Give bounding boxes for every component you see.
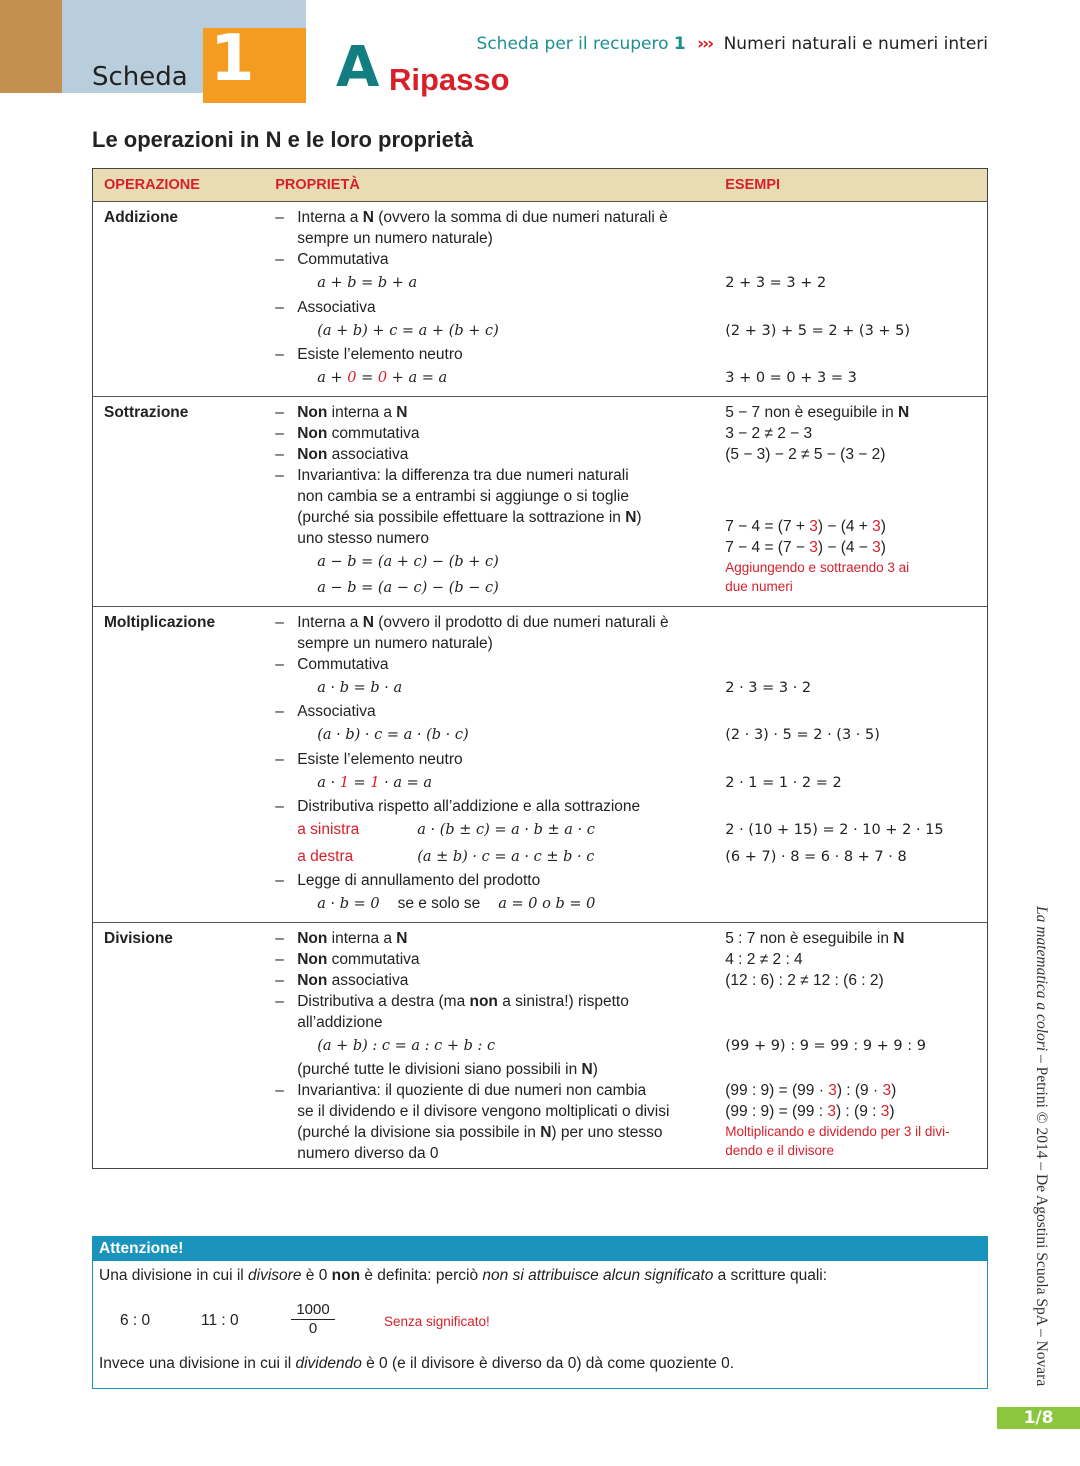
attention-text-1: Una divisione in cui il divisore è 0 non è definita: perciò non si attribuisce alcun significato a scritture quali: (99, 1267, 828, 1284)
properties-cell: – Non interna a N – Non commutativa – Non associativa – Invariantiva: la differenza tra due numeri naturali non cambia se a entrambi si aggiunge o si toglie (purché sia possibile effettuare la sottrazione in N) uno stesso numero a − b = (a + c) − (b + c) a − b = (a − c) − (b − c) (275, 396, 725, 606)
no-meaning-label: Senza significato! (384, 1314, 490, 1329)
operation-name: Addizione (93, 202, 276, 397)
attention-title: Attenzione! (93, 1237, 987, 1261)
properties-cell: – Non interna a N – Non commutativa – Non associativa – Distributiva a destra (ma non a sinistra!) rispetto all’addizione (a + b) : c = a : c + b : c (purché tutte le divisioni siano possibili in N) – Invariantiva: il quoziente di due numeri non cambia se il dividendo e il divisore vengono moltiplicati o divisi (purché la divisione sia possibile in N) per uno stesso numero diverso da 0 (275, 922, 725, 1169)
formula: a − b = (a − c) − (b − c) (317, 580, 499, 596)
page-number: 1/8 (997, 1407, 1080, 1429)
table-row-subtraction (93, 396, 988, 606)
example-note: Aggiungendo e sottraendo 3 ai due numeri (725, 559, 910, 594)
properties-table (92, 168, 988, 1169)
properties-cell: – Interna a N (ovvero la somma di due numeri naturali è sempre un numero naturale) – Commutativa a + b = b + a – Associativa (a + b) + c = a + (b + c) – Esiste l’elemento neutro a + 0 = 0 + a = a (275, 202, 725, 397)
page-title: Le operazioni in N e le loro proprietà (92, 127, 474, 152)
breadcrumb-topic: Numeri naturali e numeri interi (723, 34, 988, 54)
formula: a · b = 0 se e solo se a = 0 o b = 0 (317, 895, 596, 912)
side-credit: La matematica a colori – Petrini © 2014 – De Agostini Scuola SpA – Novara (1033, 906, 1050, 1387)
table-row-division (93, 922, 988, 1169)
formula: (a + b) + c = a + (b + c) (317, 322, 499, 339)
breadcrumb (477, 34, 988, 54)
column-header-properties: PROPRIETÀ (275, 169, 725, 202)
example-11-div-0: 11 : 0 (201, 1312, 239, 1329)
breadcrumb-number: 1 (673, 34, 686, 54)
formula: a + b = b + a (317, 275, 418, 291)
chevrons-icon: ››› (697, 34, 713, 54)
formula: (a + b) : c = a : c + b : c (317, 1037, 496, 1054)
formula: a + 0 = 0 + a = a (317, 370, 448, 386)
table-header-row (93, 169, 988, 202)
example-note: Moltiplicando e dividendo per 3 il divi-dendo e il divisore (725, 1124, 950, 1158)
operation-name: Divisione (93, 922, 276, 1169)
table-row-multiplication (93, 606, 988, 922)
formula: (a · b) · c = a · (b · c) (317, 727, 469, 743)
section-letter: A (336, 35, 380, 100)
formula: a sinistra a · (b ± c) = a · b ± a · c (297, 821, 595, 838)
breadcrumb-series: Scheda per il recupero (476, 34, 669, 54)
example: 3 + 0 = 0 + 3 = 3 (725, 370, 857, 386)
example: (2 + 3) + 5 = 2 + (3 + 5) (725, 322, 911, 339)
header-brown-block (0, 0, 62, 93)
scheda-label: Scheda (92, 62, 188, 92)
examples-cell: 2 · 3 = 3 · 2 (2 · 3) · 5 = 2 · (3 · 5) 2 · 1 = 1 · 2 = 2 2 · (10 + 15) = 2 · 10 + 2 · 15 (6 + 7) · 8 = 6 · 8 + 7 · 8 (725, 606, 987, 922)
scheda-number: 1 (210, 22, 255, 96)
column-header-operation: OPERAZIONE (93, 169, 276, 202)
example-6-div-0: 6 : 0 (120, 1312, 151, 1329)
fraction-1000-over-0: $\frac{1000}{0}$ (291, 1301, 335, 1337)
section-title: Ripasso (389, 62, 510, 97)
operation-name: Sottrazione (93, 396, 276, 606)
examples-cell (725, 202, 987, 397)
attention-text-2: Invece una divisione in cui il dividendo è 0 (e il divisore è diverso da 0) dà come quoziente 0. (99, 1355, 735, 1372)
operation-name: Moltiplicazione (93, 606, 276, 922)
attention-box (92, 1236, 988, 1389)
table-row-addition (93, 202, 988, 397)
examples-cell: 5 − 7 non è eseguibile in N 3 − 2 ≠ 2 − 3 (5 − 3) − 2 ≠ 5 − (3 − 2) 7 − 4 = (7 + 3) − (4 + 3) 7 − 4 = (7 − 3) − (4 − 3) Aggiungendo e sottraendo 3 ai due numeri (725, 396, 987, 606)
formula: a · 1 = 1 · a = a (317, 774, 433, 791)
properties-cell: – Interna a N (ovvero il prodotto di due numeri naturali è sempre un numero naturale) – Commutativa a · b = b · a – Associativa (a · b) · c = a · (b · c) – Esiste l’elemento neutro a · 1 = 1 · a = a – Distributiva rispetto all’addizione e alla sottrazione a sinistra a · (b ± c) = a · b ± a · c a destra (a ± b) · c = a · c ± b · c – Legge di annullamento del prodotto a · b = 0 se e solo se a = 0 o b = 0 (275, 606, 725, 922)
formula: a · b = b · a (317, 679, 403, 696)
example: 2 + 3 = 3 + 2 (725, 275, 827, 291)
examples-cell: 5 : 7 non è eseguibile in N 4 : 2 ≠ 2 : 4 (12 : 6) : 2 ≠ 12 : (6 : 2) (99 + 9) : 9 = 99 : 9 + 9 : 9 (99 : 9) = (99 · 3) : (9 · 3) (99 : 9) = (99 : 3) : (9 : 3) Moltiplicando e dividendo per 3 il divi-dendo e il divisore (725, 922, 987, 1169)
column-header-examples: ESEMPI (725, 169, 987, 202)
formula: a − b = (a + c) − (b + c) (317, 553, 499, 570)
formula: a destra (a ± b) · c = a · c ± b · c (297, 847, 595, 865)
